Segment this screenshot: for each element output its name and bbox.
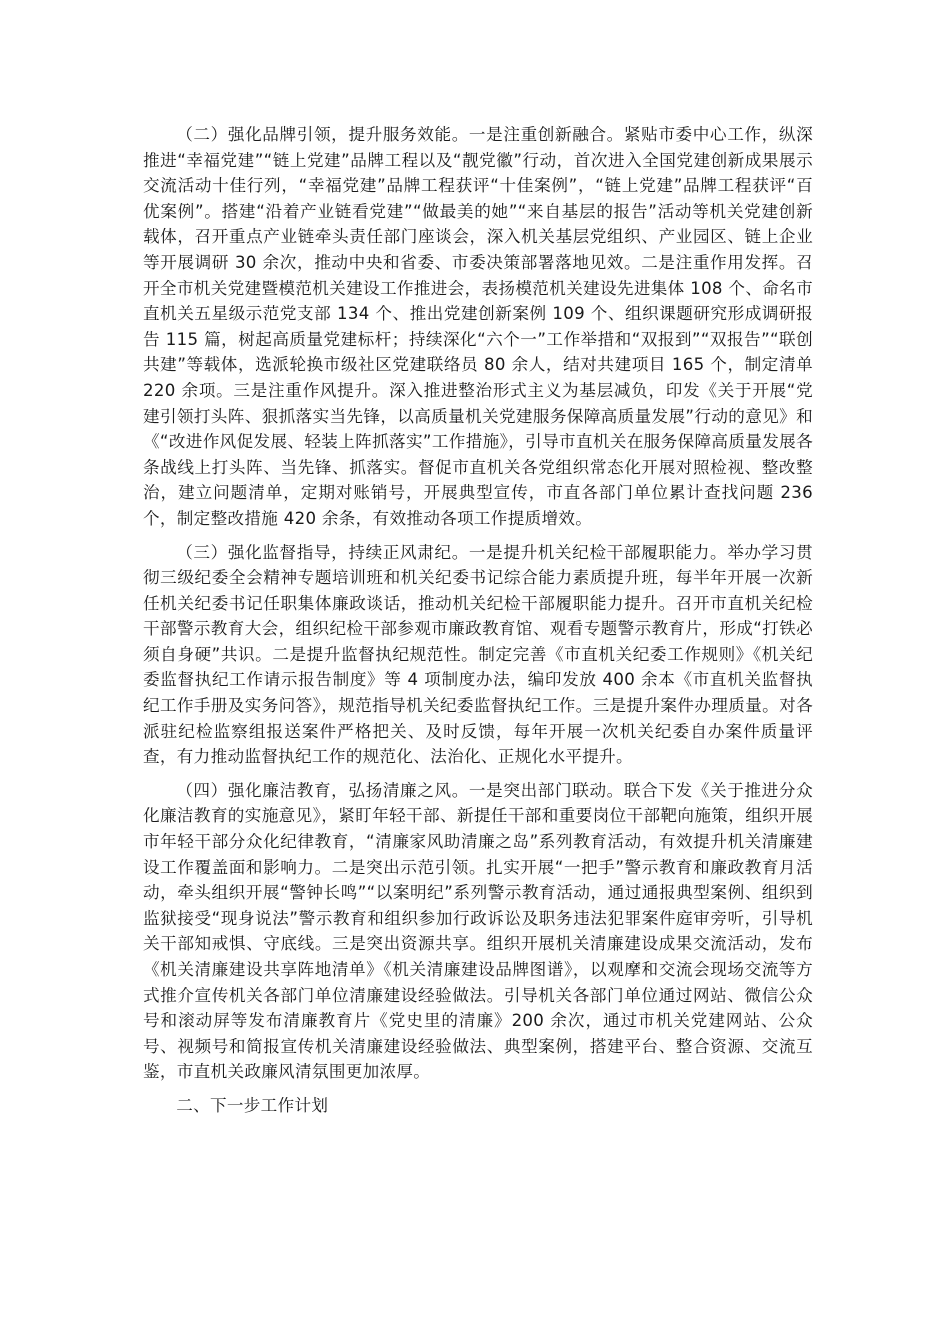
paragraph-supervision: （三）强化监督指导，持续正风肃纪。一是提升机关纪检干部履职能力。举办学习贯彻三级纪委全会精神专题培训班和机关纪委书记综合能力素质提升班，每半年开展一次新任机关纪委书记任职集体廉政谈话，推动机关纪检干部履职能力提升。召开市直机关纪检干部警示教育大会，组织纪检干部参观市廉政教育馆、观看专题警示教育片，形成“打铁必须自身硬”共识。二是提升监督执纪规范性。制定完善《市直机关纪委工作规则》《机关纪委监督执纪工作请示报告制度》等 4 项制度办法，编印发放 400 余本《市直机关监督执纪工作手册及实务问答》，规范指导机关纪委监督执纪工作。三是提升案件办理质量。对各派驻纪检监察组报送案件严格把关、及时反馈，每年开展一次机关纪委自办案件质量评查，有力推动监督执纪工作的规范化、法治化、正规化水平提升。 bbox=[143, 542, 813, 767]
paragraph-integrity-education: （四）强化廉洁教育，弘扬清廉之风。一是突出部门联动。联合下发《关于推进分众化廉洁教育的实施意见》，紧盯年轻干部、新提任干部和重要岗位干部靶向施策，组织开展市年轻干部分众化纪律教育，“清廉家风助清廉之岛”系列教育活动，有效提升机关清廉建设工作覆盖面和影响力。二是突出示范引领。扎实开展“一把手”警示教育和廉政教育月活动，牵头组织开展“警钟长鸣”“以案明纪”系列警示教育活动，通过通报典型案例、组织到监狱接受“现身说法”警示教育和组织参加行政诉讼及职务违法犯罪案件庭审旁听，引导机关干部知戒惧、守底线。三是突出资源共享。组织开展机关清廉建设成果交流活动，发布《机关清廉建设共享阵地清单》《机关清廉建设品牌图谱》，以观摩和交流会现场交流等方式推介宣传机关各部门单位清廉建设经验做法。引导机关各部门单位通过网站、微信公众号和滚动屏等发布清廉教育片《党史里的清廉》200 余次，通过市机关党建网站、公众号、视频号和简报宣传机关清廉建设经验做法、典型案例，搭建平台、整合资源、交流互鉴，市直机关政廉风清氛围更加浓厚。 bbox=[143, 780, 813, 1082]
section-heading-next-plan: 二、下一步工作计划 bbox=[176, 1095, 329, 1115]
paragraph-brand-guidance: （二）强化品牌引领，提升服务效能。一是注重创新融合。紧贴市委中心工作，纵深推进“幸福党建”“链上党建”品牌工程以及“靓党徽”行动，首次进入全国党建创新成果展示交流活动十佳行列，“幸福党建”品牌工程获评“十佳案例”，“链上党建”品牌工程获评“百优案例”。搭建“沿着产业链看党建”“做最美的她”“来自基层的报告”活动等机关党建创新载体，召开重点产业链牵头责任部门座谈会，深入机关基层党组织、产业园区、链上企业等开展调研 30 余次，推动中央和省委、市委决策部署落地见效。二是注重作用发挥。召开全市机关党建暨模范机关建设工作推进会，表扬模范机关建设先进集体 108 个、命名市直机关五星级示范党支部 134 个、推出党建创新案例 109 个、组织课题研究形成调研报告 115 篇，树起高质量党建标杆；持续深化“六个一”工作举措和“双报到”“双报告”“联创共建”等载体，选派轮换市级社区党建联络员 80 余人，结对共建项目 165 个，制定清单 220 余项。三是注重作风提升。深入推进整治形式主义为基层减负，印发《关于开展“党建引领打头阵、狠抓落实当先锋，以高质量机关党建服务保障高质量发展”行动的意见》和《“改进作风促发展、轻装上阵抓落实”工作措施》，引导市直机关在服务保障高质量发展各条战线上打头阵、当先锋、抓落实。督促市直机关各党组织常态化开展对照检视、整改整治，建立问题清单，定期对账销号，开展典型宣传，市直各部门单位累计查找问题 236 个，制定整改措施 420 余条，有效推动各项工作提质增效。 bbox=[143, 125, 813, 528]
document-page bbox=[143, 122, 813, 1119]
